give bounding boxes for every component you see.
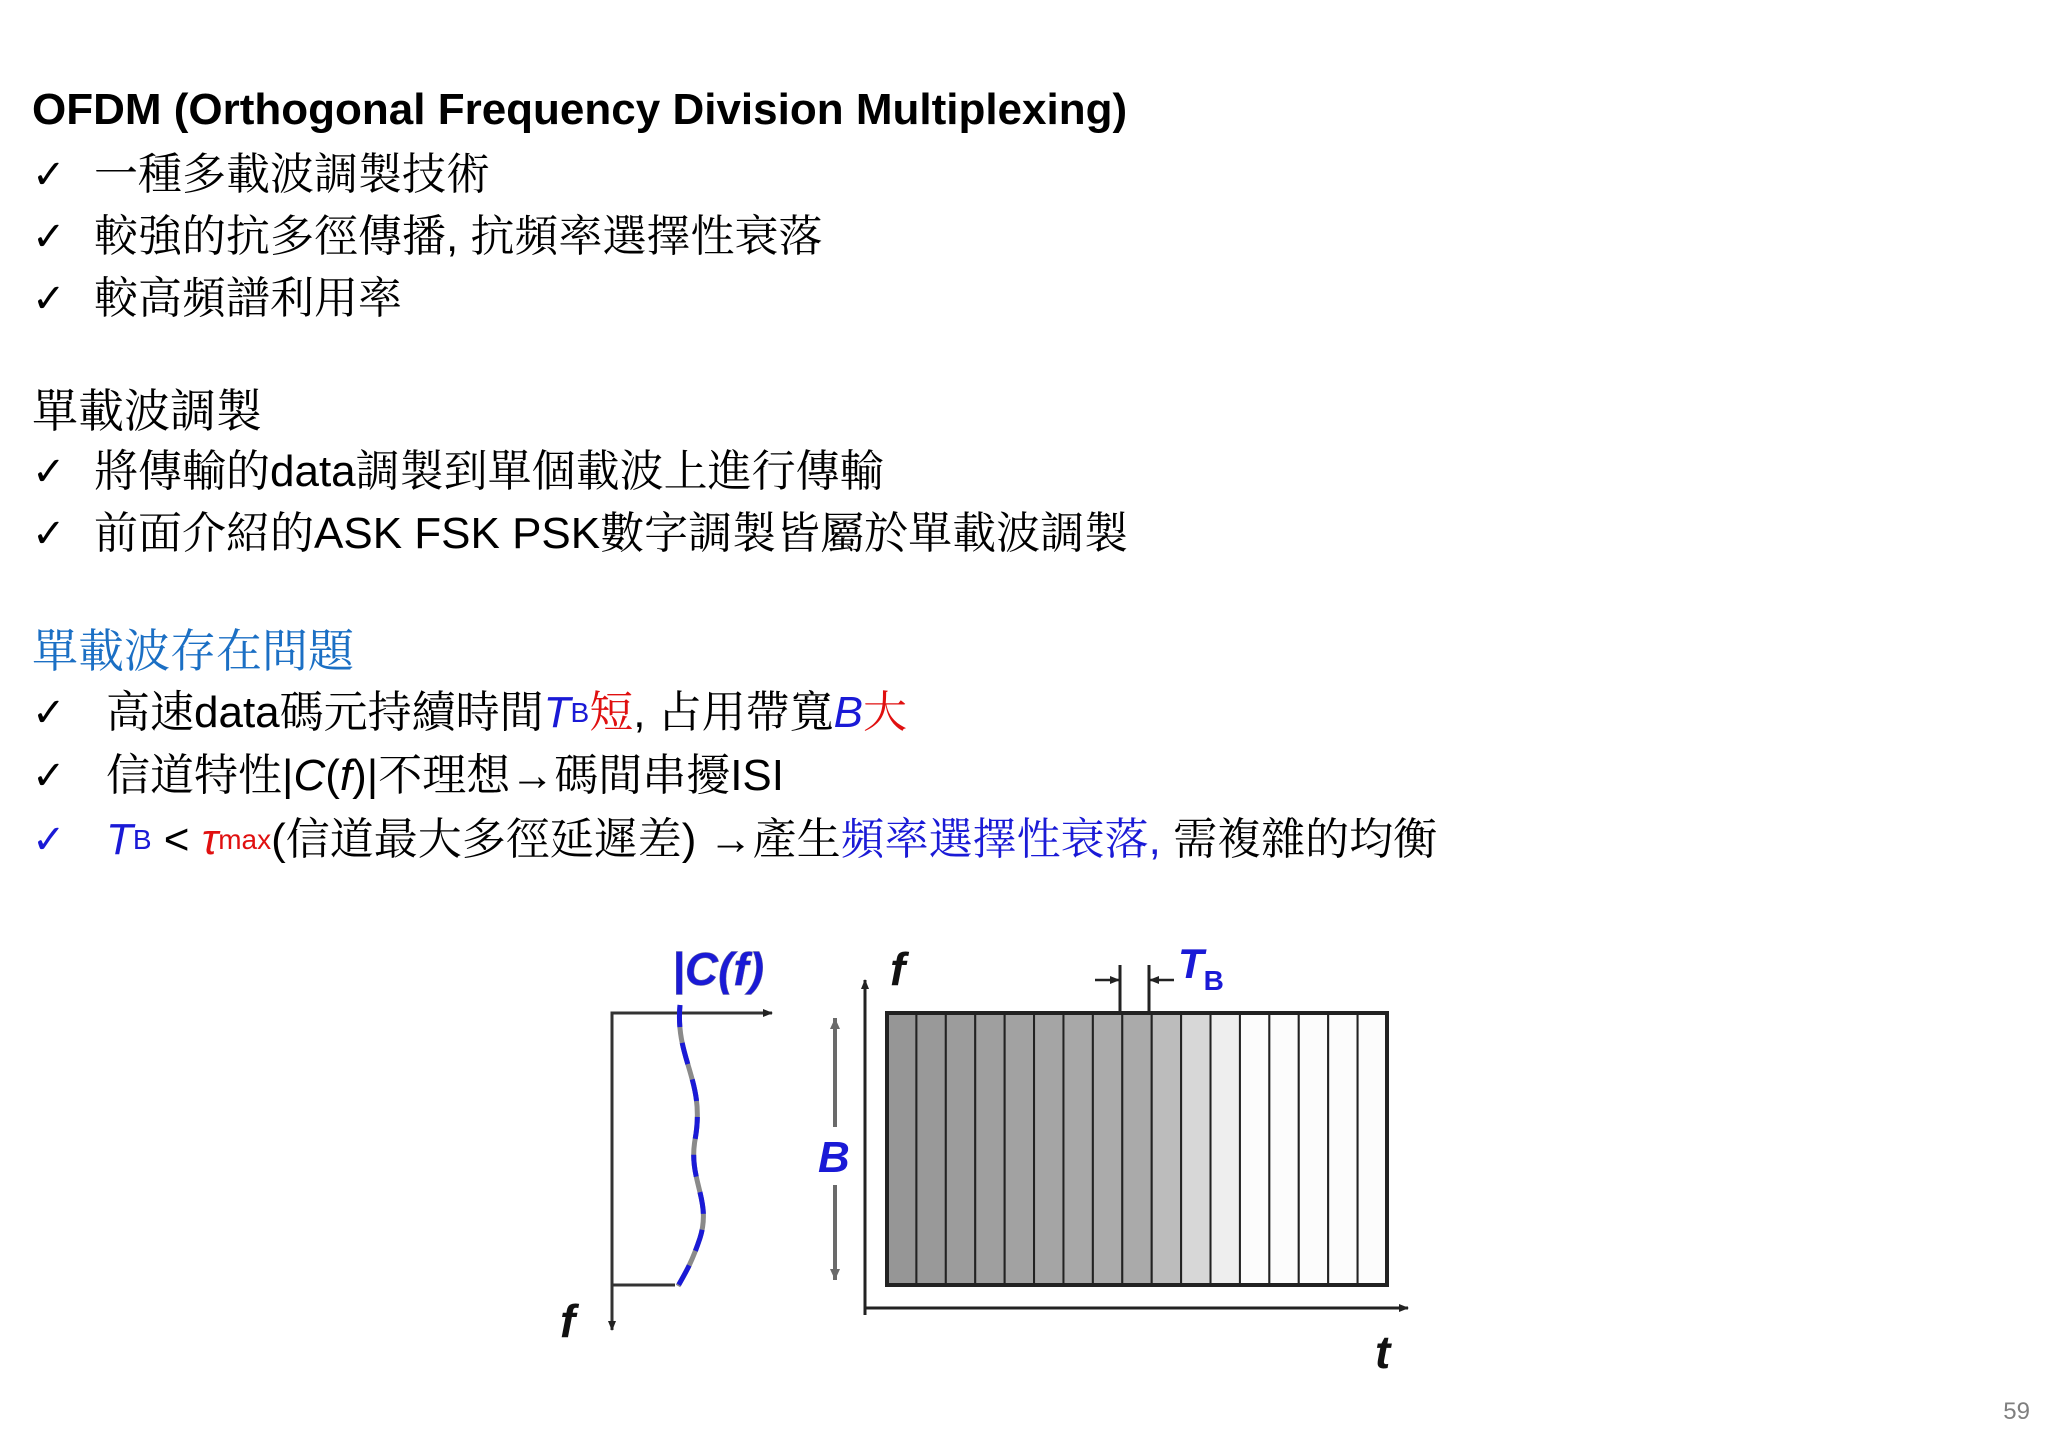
big-text: 大	[863, 688, 908, 737]
symbol-column	[946, 1013, 975, 1285]
channel-curve-dashed	[678, 1005, 703, 1286]
bandwidth-var: B	[833, 688, 864, 737]
symbol-column	[1122, 1013, 1151, 1285]
symbol-column	[1358, 1013, 1387, 1285]
symbol-column	[1005, 1013, 1034, 1285]
symbol-duration-var: T	[106, 815, 133, 864]
less-than: <	[151, 815, 202, 864]
bullet-text: 較高頻譜利用率	[94, 274, 402, 323]
time-axis-label: t	[1375, 1326, 1391, 1378]
channel-label: |C(f)	[672, 943, 765, 995]
check-icon: ✓	[32, 511, 66, 557]
bullet-text: , 占用帶寬	[633, 688, 834, 737]
page-number: 59	[2003, 1398, 2030, 1425]
top-axis-label: f	[890, 943, 906, 995]
bullet-text: )|不理想→碼間串擾ISI	[352, 751, 784, 800]
symbol-column	[1269, 1013, 1298, 1285]
frequency-var: f	[339, 751, 353, 800]
symbol-column	[1211, 1013, 1240, 1285]
symbol-column	[1181, 1013, 1210, 1285]
bullet-text: 一種多載波調製技術	[94, 150, 490, 199]
symbol-column	[1063, 1013, 1092, 1285]
check-icon: ✓	[32, 276, 66, 322]
time-frequency-plot	[812, 940, 1408, 1378]
bandwidth-label: B	[818, 1133, 850, 1182]
short-text: 短	[589, 688, 634, 737]
bullet-text: 將傳輸的data調製到單個載波上進行傳輸	[94, 447, 884, 496]
bullet-text: (信道最大多徑延遲差) →產生	[271, 815, 841, 864]
check-icon: ✓	[32, 690, 66, 736]
symbol-column	[1240, 1013, 1269, 1285]
symbol-column	[975, 1013, 1004, 1285]
bullet-text: 前面介紹的ASK FSK PSK數字調製皆屬於單載波調製	[94, 509, 1129, 558]
channel-axes	[612, 1013, 770, 1320]
symbol-column	[1328, 1013, 1357, 1285]
symbol-grid	[887, 1013, 1387, 1285]
symbol-duration-var: T	[543, 688, 571, 737]
bullet-text: 信道特性|	[106, 751, 294, 800]
open-paren: (	[325, 751, 340, 800]
check-icon: ✓	[32, 449, 66, 495]
symbol-column	[1299, 1013, 1328, 1285]
slide-heading: OFDM (Orthogonal Frequency Division Multiplexing)	[32, 85, 1128, 134]
symbol-duration-label	[1178, 940, 1224, 996]
check-icon: ✓	[32, 214, 66, 260]
symbol-column	[1152, 1013, 1181, 1285]
single-carrier-title: 單載波調製	[32, 385, 262, 437]
channel-var: C	[293, 751, 326, 800]
symbol-column	[887, 1013, 916, 1285]
check-icon: ✓	[32, 152, 66, 198]
check-icon: ✓	[32, 817, 66, 863]
bullet-text: 較強的抗多徑傳播, 抗頻率選擇性衰落	[94, 212, 823, 261]
bullet-text: 高速data碼元持續時間	[106, 688, 544, 737]
symbol-duration-subscript: B	[132, 824, 152, 855]
symbol-duration-subscript: B	[570, 697, 590, 728]
symbol-column	[1034, 1013, 1063, 1285]
tau-var: τ	[201, 815, 219, 864]
left-axis-label: f	[560, 1295, 576, 1347]
symbol-column	[1093, 1013, 1122, 1285]
problems-title: 單載波存在問題	[32, 625, 354, 677]
tau-subscript: max	[218, 824, 272, 855]
bullet-text: 需複雜的均衡	[1160, 815, 1438, 864]
channel-response-plot	[560, 943, 772, 1347]
fading-text: 頻率選擇性衰落,	[840, 815, 1161, 864]
symbol-duration-subscript: B	[1203, 965, 1224, 996]
check-icon: ✓	[32, 753, 66, 799]
symbol-duration-var: T	[1178, 940, 1204, 987]
symbol-column	[916, 1013, 945, 1285]
